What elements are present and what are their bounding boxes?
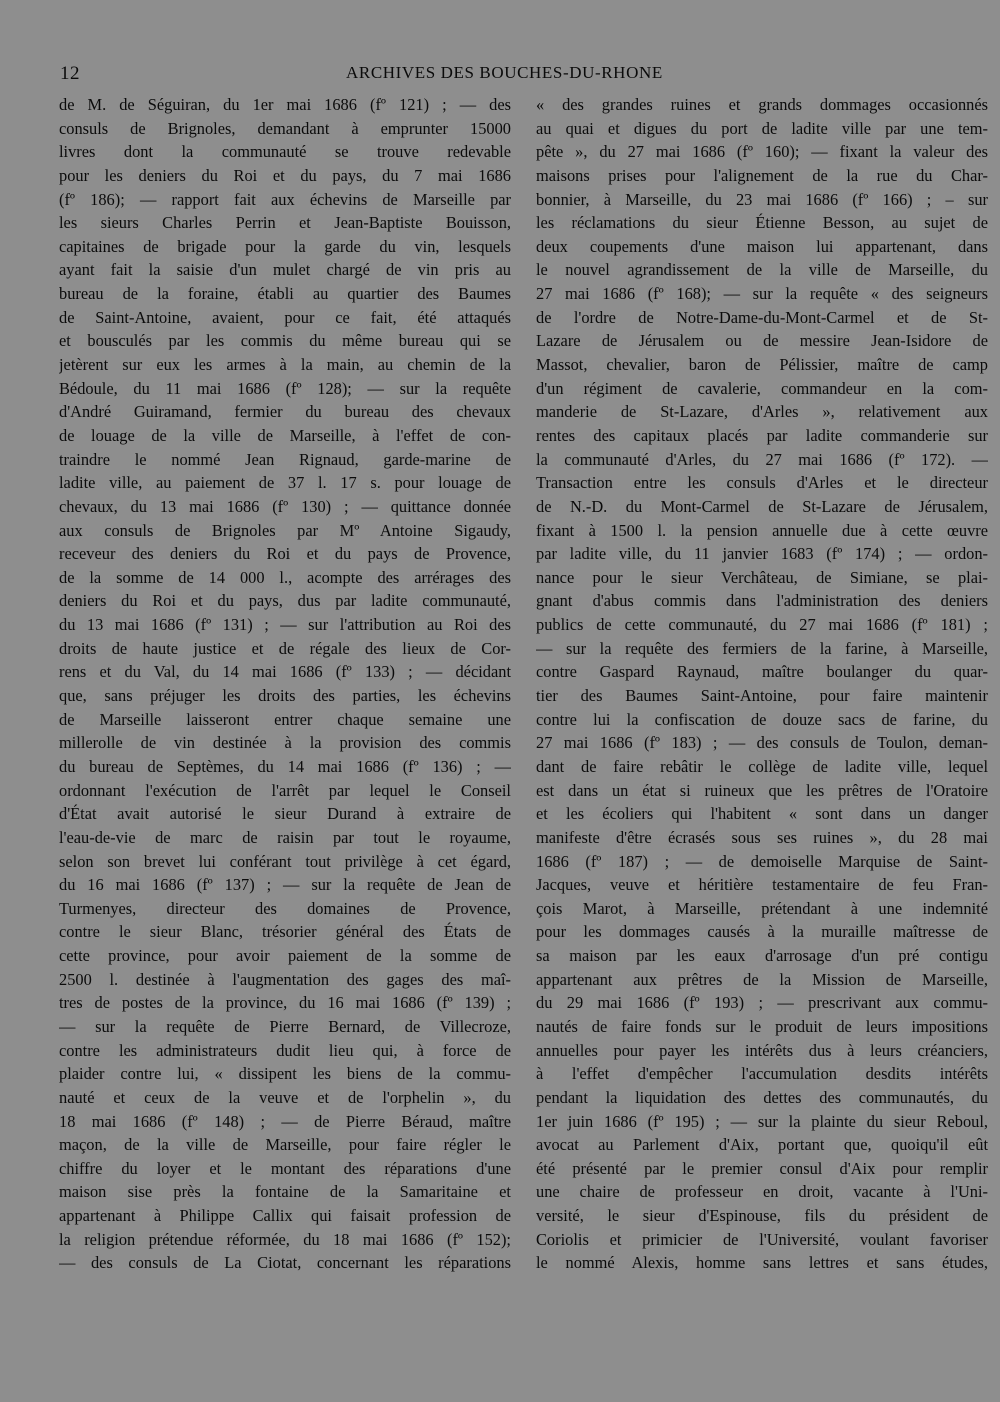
text-line: de N.-D. du Mont-Carmel de St-Lazare de Jérusalem, xyxy=(536,496,988,516)
text-line: chevaux, du 13 mai 1686 (fº 130) ; — quittance donnée xyxy=(59,496,511,516)
text-line: deniers du Roi et du pays, dus par ladite communauté, xyxy=(59,591,511,611)
text-line: cette province, pour avoir paiement de la somme de xyxy=(59,946,511,966)
text-line: au quai et digues du port de ladite ville par une tem- xyxy=(536,118,988,138)
text-line: Transaction entre les consuls d'Arles et le directeur xyxy=(536,473,988,493)
text-line: capitaines de brigade pour la garde du vin, lesquels xyxy=(59,236,511,256)
text-line: publics de cette communauté, du 27 mai 1686 (fº 181) ; xyxy=(536,615,988,635)
column-gutter xyxy=(522,95,523,1275)
text-line: consuls de Brignoles, demandant à emprunter 15000 xyxy=(59,118,511,138)
text-line: de M. de Séguiran, du 1er mai 1686 (fº 121) ; — des xyxy=(59,95,511,114)
text-line: 27 mai 1686 (fº 168); — sur la requête « des seigneurs xyxy=(536,284,988,304)
text-line: ayant fait la saisie d'un mulet chargé de vin pris au xyxy=(59,260,511,280)
page-number: 12 xyxy=(60,63,80,84)
text-line: Coriolis et primicier de l'Université, voulant favoriser xyxy=(536,1229,988,1249)
text-line: d'André Guiramand, fermier du bureau des chevaux xyxy=(59,402,511,422)
text-line: la communauté d'Arles, du 27 mai 1686 (fº 172). — xyxy=(536,449,988,469)
text-line: contre lui la confiscation de douze sacs de farine, du xyxy=(536,709,988,729)
text-line: maison sise près la fontaine de la Samaritaine et xyxy=(59,1182,511,1202)
text-line: 2500 l. destinée à l'augmentation des gages des maî- xyxy=(59,969,511,989)
text-line: Bédoule, du 11 mai 1686 (fº 128); — sur la requête xyxy=(59,378,511,398)
text-line: pendant la liquidation des dettes des communautés, du xyxy=(536,1087,988,1107)
text-line: et bousculés par les commis du même bureau qui se xyxy=(59,331,511,351)
text-line: nautés de faire fonds sur le produit de leurs impositions xyxy=(536,1016,988,1036)
text-line: livres dont la communauté se trouve redevable xyxy=(59,142,511,162)
text-line: tres de postes de la province, du 16 mai 1686 (fº 139) ; xyxy=(59,993,511,1013)
text-line: 18 mai 1686 (fº 148) ; — de Pierre Béraud, maître xyxy=(59,1111,511,1131)
text-line: — sur la requête de Pierre Bernard, de Villecroze, xyxy=(59,1016,511,1036)
text-line: 1686 (fº 187) ; — de demoiselle Marquise de Saint- xyxy=(536,851,988,871)
text-line: manifeste d'être écrasés sous ses ruines », du 28 mai xyxy=(536,827,988,847)
text-line: ordonnant l'exécution de l'arrêt par lequel le Conseil xyxy=(59,780,511,800)
text-line: Jacques, veuve et héritière testamentaire de feu Fran- xyxy=(536,875,988,895)
text-line: et les écoliers qui l'habitent « sont dans un danger xyxy=(536,804,988,824)
text-line: (fº 186); — rapport fait aux échevins de Marseille par xyxy=(59,189,511,209)
text-line: de la somme de 14 000 l., acompte des arrérages des xyxy=(59,567,511,587)
text-line: le nommé Alexis, homme sans lettres et sans études, xyxy=(536,1253,988,1273)
text-line: millerolle de vin destinée à la provision des commis xyxy=(59,733,511,753)
text-line: nauté et ceux de la veuve et de l'orphelin », du xyxy=(59,1087,511,1107)
text-line: de louage de la ville de Marseille, à l'effet de con- xyxy=(59,425,511,445)
text-line: versité, le sieur d'Espinouse, fils du président de xyxy=(536,1206,988,1226)
text-line: rentes des capitaux placés par ladite commanderie sur xyxy=(536,425,988,445)
text-line: du 29 mai 1686 (fº 193) ; — prescrivant aux commu- xyxy=(536,993,988,1013)
text-line: la religion prétendue réformée, du 18 mai 1686 (fº 152); xyxy=(59,1229,511,1249)
text-line: été présenté par le premier consul d'Aix pour remplir xyxy=(536,1158,988,1178)
text-line: aux consuls de Brignoles par Mº Antoine Sigaudy, xyxy=(59,520,511,540)
text-line: dant de faire rebâtir le collège de ladite ville, lequel xyxy=(536,756,988,776)
text-line: de Marseille laisseront entrer chaque semaine une xyxy=(59,709,511,729)
page-header xyxy=(60,63,940,87)
text-line: par ladite ville, du 11 janvier 1683 (fº 174) ; — ordon- xyxy=(536,544,988,564)
text-line: « des grandes ruines et grands dommages occasionnés xyxy=(536,95,988,114)
text-line: de Saint-Antoine, avaient, pour ce fait, été attaqués xyxy=(59,307,511,327)
text-line: pour les dommages causés à la muraille maîtresse de xyxy=(536,922,988,942)
text-line: le nouvel agrandissement de la ville de Marseille, du xyxy=(536,260,988,280)
text-line: bureau de la foraine, établi au quartier des Baumes xyxy=(59,284,511,304)
text-line: Massot, chevalier, baron de Pélissier, maître de camp xyxy=(536,355,988,375)
text-line: plaider contre lui, « dissipent les biens de la commu- xyxy=(59,1064,511,1084)
text-line: pour les deniers du Roi et du pays, du 7 mai 1686 xyxy=(59,165,511,185)
running-head: ARCHIVES DES BOUCHES-DU-RHONE xyxy=(346,63,663,82)
text-line: rens et du Val, du 14 mai 1686 (fº 133) ; — décidant xyxy=(59,662,511,682)
text-line: bonnier, à Marseille, du 23 mai 1686 (fº 166) ; – sur xyxy=(536,189,988,209)
text-line: les réclamations du sieur Étienne Besson, au sujet de xyxy=(536,213,988,233)
text-line: contre Gaspard Raynaud, maître boulanger du quar- xyxy=(536,662,988,682)
text-line: ladite ville, au paiement de 37 l. 17 s. pour louage de xyxy=(59,473,511,493)
text-line: Turmenyes, directeur des domaines de Provence, xyxy=(59,898,511,918)
text-line: contre le sieur Blanc, trésorier général des États de xyxy=(59,922,511,942)
text-line: du 16 mai 1686 (fº 137) ; — sur la requête de Jean de xyxy=(59,875,511,895)
text-line: receveur des deniers du Roi et du pays de Provence, xyxy=(59,544,511,564)
text-line: 27 mai 1686 (fº 183) ; — des consuls de Toulon, deman- xyxy=(536,733,988,753)
text-line: de l'ordre de Notre-Dame-du-Mont-Carmel et de St- xyxy=(536,307,988,327)
text-line: — des consuls de La Ciotat, concernant les réparations xyxy=(59,1253,511,1273)
text-line: d'État avait autorisé le sieur Durand à extraire de xyxy=(59,804,511,824)
text-line: contre les administrateurs dudit lieu qui, à force de xyxy=(59,1040,511,1060)
text-line: 1er juin 1686 (fº 195) ; — sur la plainte du sieur Reboul, xyxy=(536,1111,988,1131)
text-line: d'un régiment de cavalerie, commandeur en la com- xyxy=(536,378,988,398)
text-line: jetèrent sur eux les armes à la main, au chemin de la xyxy=(59,355,511,375)
text-line: droits de haute justice et de régale des lieux de Cor- xyxy=(59,638,511,658)
text-line: — sur la requête des fermiers de la farine, à Marseille, xyxy=(536,638,988,658)
text-line: fixant à 1500 l. la pension annuelle due à cette œuvre xyxy=(536,520,988,540)
text-line: maçon, de la ville de Marseille, pour faire régler le xyxy=(59,1135,511,1155)
text-line: que, sans préjuger les droits des parties, les échevins xyxy=(59,686,511,706)
text-line: chiffre du loyer et le montant des réparations d'une xyxy=(59,1158,511,1178)
text-line: appartenant aux prêtres de la Mission de Marseille, xyxy=(536,969,988,989)
text-line: çois Marot, à Marseille, prétendant à une indemnité xyxy=(536,898,988,918)
text-line: du 13 mai 1686 (fº 131) ; — sur l'attribution au Roi des xyxy=(59,615,511,635)
text-line: gnant d'abus commis dans l'administration des deniers xyxy=(536,591,988,611)
text-line: sa maison par les eaux d'arrosage d'un pré contigu xyxy=(536,946,988,966)
text-line: appartenant à Philippe Callix qui faisait profession de xyxy=(59,1206,511,1226)
right-text-column xyxy=(536,93,988,1275)
text-line: à l'effet d'empêcher l'accumulation desdits intérêts xyxy=(536,1064,988,1084)
text-line: les sieurs Charles Perrin et Jean-Baptiste Bouisson, xyxy=(59,213,511,233)
text-line: pête », du 27 mai 1686 (fº 160); — fixant la valeur des xyxy=(536,142,988,162)
text-line: annuelles pour payer les intérêts dus à leurs créanciers, xyxy=(536,1040,988,1060)
text-line: l'eau-de-vie de marc de raisin par tout le royaume, xyxy=(59,827,511,847)
text-line: est dans un état si ruineux que les prêtres de l'Oratoire xyxy=(536,780,988,800)
text-line: une chaire de professeur en droit, vacante à l'Uni- xyxy=(536,1182,988,1202)
text-line: deux coupements d'une maison lui appartenant, dans xyxy=(536,236,988,256)
text-line: du bureau de Septèmes, du 14 mai 1686 (fº 136) ; — xyxy=(59,756,511,776)
text-line: manderie de St-Lazare, d'Arles », relativement aux xyxy=(536,402,988,422)
text-line: Lazare de Jérusalem ou de messire Jean-Isidore de xyxy=(536,331,988,351)
left-text-column xyxy=(59,93,511,1275)
text-line: tier des Baumes Saint-Antoine, pour faire maintenir xyxy=(536,686,988,706)
text-line: maisons prises pour l'alignement de la rue du Char- xyxy=(536,165,988,185)
text-line: selon son brevet lui conférant tout privilège à cet égard, xyxy=(59,851,511,871)
text-line: avocat au Parlement d'Aix, portant que, quoiqu'il eût xyxy=(536,1135,988,1155)
text-line: traindre le nommé Jean Rignaud, garde-marine de xyxy=(59,449,511,469)
text-line: nance pour le sieur Verchâteau, de Simiane, se plai- xyxy=(536,567,988,587)
